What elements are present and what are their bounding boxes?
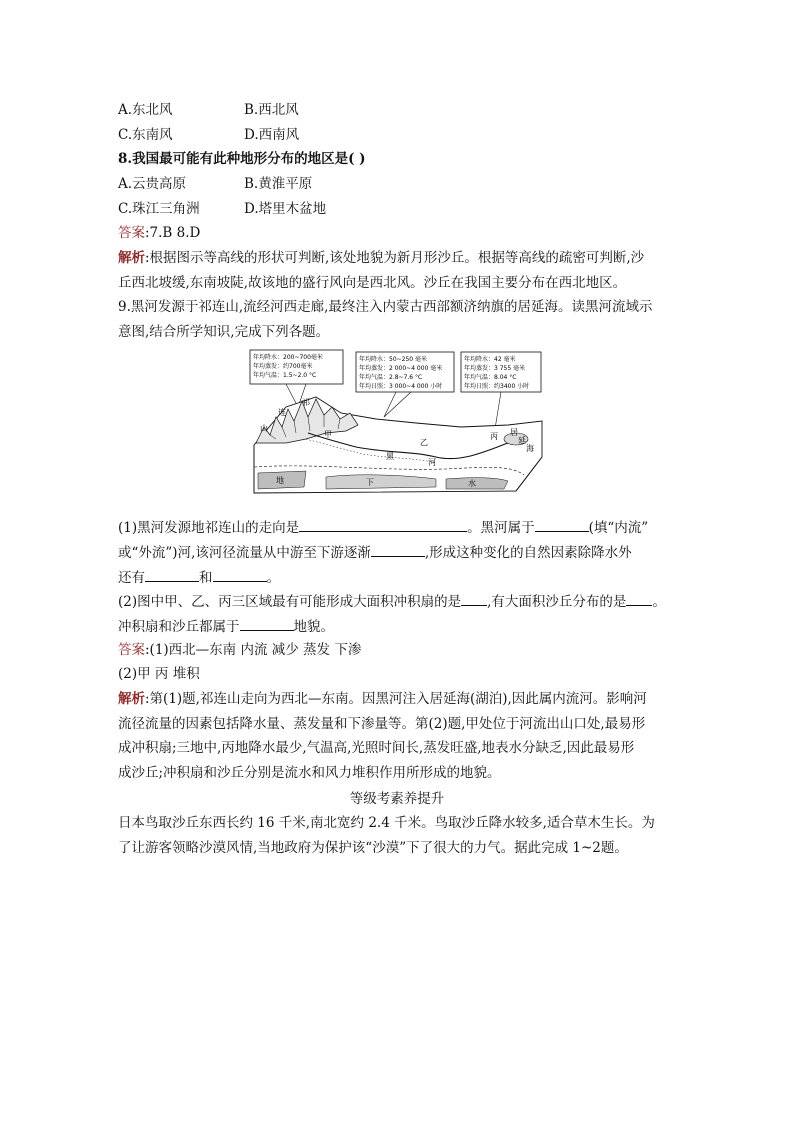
analysis-text: :根据图示等高线的形状可判断,该处地貌为新月形沙丘。根据等高线的疏密可判断,沙 <box>145 250 645 266</box>
q9-sub2-line-2 <box>118 617 334 635</box>
q9-sub1-line-3 <box>118 568 280 586</box>
q9-sub1-text-a: (1)黑河发源地祁连山的走向是 <box>118 520 300 536</box>
blank-landform-type[interactable] <box>240 617 294 631</box>
q8-option-d[interactable]: D.塔里木盆地 <box>244 201 327 217</box>
q9-stem-line-2: 意图,结合所学知识,完成下列各题。 <box>118 324 330 340</box>
info-box-midstream <box>356 352 454 392</box>
label-ju: 居 <box>510 428 518 437</box>
q7-option-a[interactable]: A.东北风 <box>118 102 173 118</box>
analysis-label: 解析 <box>118 250 145 266</box>
box2-line-4: 年均日照：3 000~4 000 小时 <box>359 383 443 390</box>
box3-line-4: 年均日照：约3400 小时 <box>464 383 530 390</box>
label-he: 河 <box>428 458 436 467</box>
label-shui: 水 <box>468 479 476 488</box>
q7-option-d[interactable]: D.西南风 <box>244 127 300 143</box>
q8-option-a[interactable]: A.云贵高原 <box>118 176 187 192</box>
box1-line-2: 年均蒸发：约700毫米 <box>253 363 313 370</box>
blank-dunes[interactable] <box>626 592 652 606</box>
section-title: 等级考素养提升 <box>349 791 445 807</box>
analysis-7-8-line-2: 丘西北坡缓,东南坡陡,故该地的盛行风向是西北风。沙丘在我国主要分布在西北地区。 <box>118 275 627 291</box>
q9-sub1-text-f: 还有 <box>118 570 145 586</box>
q8-option-b[interactable]: B.黄淮平原 <box>244 176 313 192</box>
analysis-9-line-4: 成沙丘;冲积扇和沙丘分别是流水和风力堆积作用所形成的地貌。 <box>118 765 501 781</box>
label-yi: 乙 <box>420 438 428 447</box>
box1-line-3: 年均气温：1.5~2.0 °C <box>253 372 317 379</box>
blank-river-type[interactable] <box>535 518 589 532</box>
q9-sub1-text-c: (填“内流” <box>588 520 649 536</box>
analysis-9-line-3: 成冲积扇;三地中,丙地降水最少,气温高,光照时间长,蒸发旺盛,地表水分缺乏,因此最易形 <box>118 740 635 756</box>
label-jia: 甲 <box>324 430 332 439</box>
label-hai: 海 <box>526 444 534 453</box>
q8-stem: 8.我国最可能有此种地形分布的地区是( ) <box>118 151 366 167</box>
blank-mountain-trend[interactable] <box>299 518 467 532</box>
q9-sub1-text-d: 或“外流”)河,该河径流量从中游至下游逐渐 <box>118 545 371 561</box>
box1-line-1: 年均降水：200~700毫米 <box>253 354 323 361</box>
answer-9-line-1 <box>118 642 361 658</box>
intro-line-1: 日本鸟取沙丘东西长约 16 千米,南北宽约 2.4 千米。鸟取沙丘降水较多,适合草木生长。为 <box>118 815 655 831</box>
box2-line-2: 年均蒸发：2 000~4 000 毫米 <box>359 365 443 372</box>
heihe-basin-diagram <box>246 347 547 507</box>
box2-line-3: 年均气温：2.8~7.6 °C <box>359 374 423 381</box>
analysis-9-label: 解析 <box>118 691 145 707</box>
label-shan: 山 <box>260 424 268 433</box>
q7-option-c[interactable]: C.东南风 <box>118 127 173 143</box>
blank-factor-2[interactable] <box>213 568 267 582</box>
q9-sub1-line-1 <box>118 518 648 536</box>
analysis-7-8-line-1 <box>118 250 644 266</box>
answer-9-line-2: (2)甲 丙 堆积 <box>118 666 200 682</box>
q9-sub1-text-b: 。黑河属于 <box>467 520 535 536</box>
label-qi: 祁 <box>302 398 310 407</box>
box2-line-1: 年均降水：50~250 毫米 <box>359 356 428 363</box>
blank-runoff-change[interactable] <box>371 543 425 557</box>
intro-line-2: 了让游客领略沙漠风情,当地政府为保护该“沙漠”下了很大的力气。据此完成 1~2题。 <box>118 840 628 856</box>
q9-sub2-text-a: (2)图中甲、乙、丙三区域最有可能形成大面积冲积扇的是 <box>118 594 462 610</box>
q9-sub1-text-h: 。 <box>266 570 280 586</box>
heihe-basin-figure <box>246 347 547 507</box>
q9-sub2-text-b: ,有大面积沙丘分布的是 <box>487 594 627 610</box>
q9-sub1-text-e: ,形成这种变化的自然因素除降水外 <box>424 545 632 561</box>
box3-line-2: 年均蒸发：3 755 毫米 <box>464 365 526 372</box>
answer-text: :7.B 8.D <box>145 225 201 241</box>
answer-9-text: :(1)西北—东南 内流 减少 蒸发 下渗 <box>145 642 362 658</box>
info-box-downstream <box>461 352 541 392</box>
answer-label: 答案 <box>118 225 145 241</box>
q9-sub1-line-2 <box>118 543 632 561</box>
analysis-9-text: :第(1)题,祁连山走向为西北—东南。因黑河注入居延海(湖泊),因此属内流河。影响河 <box>145 691 647 707</box>
block-diagram <box>254 397 542 493</box>
label-hei: 黑 <box>386 452 394 461</box>
label-yan: 延 <box>518 436 526 445</box>
q7-option-b[interactable]: B.西北风 <box>244 102 299 118</box>
q9-sub2-text-e: 地貌。 <box>293 619 334 635</box>
q8-option-c[interactable]: C.珠江三角洲 <box>118 201 200 217</box>
label-lian: 连 <box>278 408 286 417</box>
q9-stem-line-1: 9.黑河发源于祁连山,流经河西走廊,最终注入内蒙古西部额济纳旗的居延海。读黑河流域示 <box>118 299 653 315</box>
analysis-9-line-2: 流径流量的因素包括降水量、蒸发量和下渗量等。第(2)题,甲处位于河流出山口处,最易形 <box>118 716 646 732</box>
label-di: 地 <box>276 476 284 485</box>
q9-sub2-text-d: 冲积扇和沙丘都属于 <box>118 619 240 635</box>
q9-sub2-text-c: 。 <box>652 594 666 610</box>
answer-9-label: 答案 <box>118 642 145 658</box>
label-bing: 丙 <box>490 432 498 441</box>
blank-alluvial-fan[interactable] <box>461 592 487 606</box>
q9-sub2-line-1 <box>118 592 666 610</box>
blank-factor-1[interactable] <box>145 568 199 582</box>
analysis-9-line-1 <box>118 691 647 707</box>
info-box-upstream <box>250 350 343 384</box>
q9-sub1-text-g: 和 <box>199 570 213 586</box>
label-xia: 下 <box>366 478 374 487</box>
box3-line-1: 年均降水：42 毫米 <box>464 356 516 363</box>
answer-7-8 <box>118 225 200 241</box>
box3-line-3: 年均气温：8.04 °C <box>464 374 517 381</box>
